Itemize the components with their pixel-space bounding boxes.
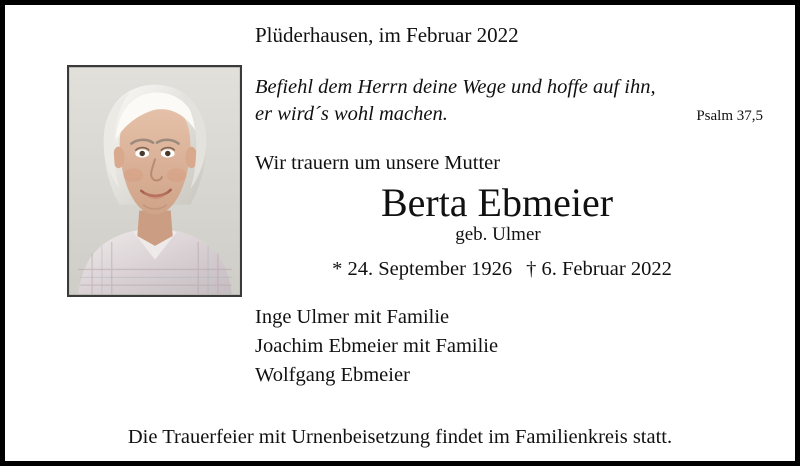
verse-reference: Psalm 37,5 xyxy=(696,108,763,125)
verse-line-1: Befiehl dem Herrn deine Wege und hoffe auf ihn, xyxy=(255,76,656,99)
place-and-date: Plüderhausen, im Februar 2022 xyxy=(255,23,519,47)
list-item: Wolfgang Ebmeier xyxy=(255,364,410,387)
life-dates xyxy=(255,258,769,281)
bible-verse xyxy=(255,74,769,128)
text-column xyxy=(231,19,769,390)
survivors-list xyxy=(255,303,769,390)
list-item: Inge Ulmer mit Familie xyxy=(255,306,450,329)
verse-line-2: er wird´s wohl machen. xyxy=(255,103,448,126)
birth-date: * 24. September 1926 xyxy=(332,258,513,281)
notice-top-row xyxy=(31,19,769,390)
portrait-frame xyxy=(67,65,242,297)
notice-inner xyxy=(5,5,795,461)
maiden-name: geb. Ulmer xyxy=(455,224,541,246)
deceased-name: Berta Ebmeier xyxy=(380,180,614,226)
death-date: † 6. Februar 2022 xyxy=(526,258,672,281)
portrait-photo xyxy=(69,67,240,295)
portrait-column xyxy=(31,19,231,297)
list-item: Joachim Ebmeier mit Familie xyxy=(255,335,499,358)
verse-second-row xyxy=(255,101,769,128)
mourning-line: Wir trauern um unsere Mutter xyxy=(255,152,501,175)
funeral-note: Die Trauerfeier mit Urnenbeisetzung findet im Familienkreis statt. xyxy=(127,426,673,448)
